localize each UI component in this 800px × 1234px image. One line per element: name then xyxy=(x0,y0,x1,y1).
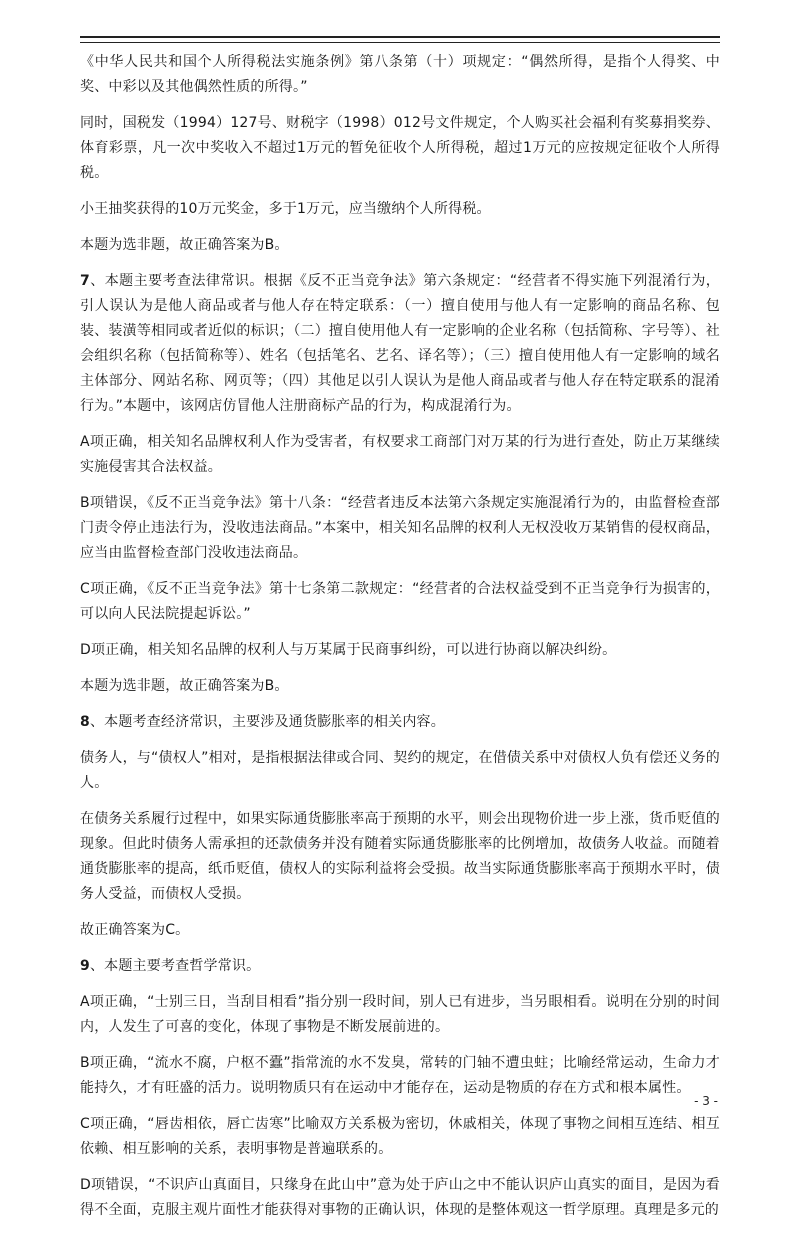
paragraph-text: D项正确，相关知名品牌的权利人与万某属于民商事纠纷，可以进行协商以解决纠纷。 xyxy=(80,642,617,658)
paragraph-text: 、本题主要考查哲学常识。 xyxy=(89,958,261,974)
paragraph-text: 同时，国税发（1994）127号、财税字（1998）012号文件规定，个人购买社会福利有奖募捐奖券、体育彩票，凡一次中奖收入不超过1万元的暂免征收个人所得税，超过1万元的应按规定征收个人所得税。 xyxy=(80,115,720,181)
question-number: 9 xyxy=(80,958,90,974)
paragraph xyxy=(80,577,720,627)
paragraph xyxy=(80,918,720,943)
paragraph-text: 、本题考查经济常识，主要涉及通货膨胀率的相关内容。 xyxy=(89,714,445,730)
paragraph-text: B项正确，“流水不腐，户枢不蠹”指常流的水不发臭，常转的门轴不遭虫蛀；比喻经常运动，生命力才能持久，才有旺盛的活力。说明物质只有在运动中才能存在，运动是物质的存在方式和根本属性。 xyxy=(80,1055,720,1096)
paragraph xyxy=(80,111,720,186)
question-paragraph xyxy=(80,710,720,735)
paragraph-text: A项正确，相关知名品牌权利人作为受害者，有权要求工商部门对万某的行为进行查处，防止万某继续实施侵害其合法权益。 xyxy=(80,434,720,475)
paragraph xyxy=(80,807,720,907)
paragraph-text: 小王抽奖获得的10万元奖金，多于1万元，应当缴纳个人所得税。 xyxy=(80,201,491,217)
paragraph xyxy=(80,1173,720,1223)
paragraph-text: C项正确，《反不正当竞争法》第十七条第二款规定：“经营者的合法权益受到不正当竞争行为损害的，可以向人民法院提起诉讼。” xyxy=(80,581,720,622)
paragraph xyxy=(80,638,720,663)
paragraph-text: 在债务关系履行过程中，如果实际通货膨胀率高于预期的水平，则会出现物价进一步上涨，货币贬值的现象。但此时债务人需承担的还款债务并没有随着实际通货膨胀率的比例增加，故债务人收益。而随着通货膨胀率的提高，纸币贬值，债权人的实际利益将会受损。故当实际通货膨胀率高于预期水平时，债务人受益，而债权人受损。 xyxy=(80,811,720,902)
page-number: - 3 - xyxy=(694,1094,718,1108)
paragraph-text: 、本题主要考查法律常识。根据《反不正当竞争法》第六条规定：“经营者不得实施下列混淆行为，引人误认为是他人商品或者与他人存在特定联系：（一）擅自使用与他人有一定影响的商品名称、包装、装潢等相同或者近似的标识；（二）擅自使用他人有一定影响的企业名称（包括简称、字号等）、社会组织名称（包括简称等）、姓名（包括笔名、艺名、译名等）；（三）擅自使用他人有一定影响的域名主体部分、网站名称、网页等；（四）其他足以引人误认为是他人商品或者与他人存在特定联系的混淆行为。”本题中，该网店仿冒他人注册商标产品的行为，构成混淆行为。 xyxy=(80,273,720,414)
paragraph-text: 本题为选非题，故正确答案为B。 xyxy=(80,678,289,694)
paragraph-text: 故正确答案为C。 xyxy=(80,922,190,938)
paragraph xyxy=(80,430,720,480)
paragraph xyxy=(80,674,720,699)
question-paragraph xyxy=(80,269,720,419)
question-paragraph xyxy=(80,954,720,979)
paragraph xyxy=(80,990,720,1040)
paragraph xyxy=(80,233,720,258)
paragraph-text: 《中华人民共和国个人所得税法实施条例》第八条第（十）项规定：“偶然所得，是指个人得奖、中奖、中彩以及其他偶然性质的所得。” xyxy=(80,54,720,95)
paragraph-text: 本题为选非题，故正确答案为B。 xyxy=(80,237,289,253)
paragraph xyxy=(80,746,720,796)
paragraph-text: C项正确，“唇齿相依，唇亡齿寒”比喻双方关系极为密切，休戚相关，体现了事物之间相互连结、相互依赖、相互影响的关系，表明事物是普遍联系的。 xyxy=(80,1116,720,1157)
header-rule xyxy=(80,36,720,43)
paragraph xyxy=(80,1051,720,1101)
paragraph xyxy=(80,197,720,222)
paragraph-text: A项正确，“士别三日，当刮目相看”指分别一段时间，别人已有进步，当另眼相看。说明在分别的时间内，人发生了可喜的变化，体现了事物是不断发展前进的。 xyxy=(80,994,720,1035)
paragraph-text: 债务人，与“债权人”相对，是指根据法律或合同、契约的规定，在借债关系中对债权人负有偿还义务的人。 xyxy=(80,750,720,791)
document-body xyxy=(80,50,720,1234)
question-number: 7 xyxy=(80,273,90,289)
paragraph xyxy=(80,1112,720,1162)
question-number: 8 xyxy=(80,714,90,730)
paragraph-text: D项错误，“不识庐山真面目，只缘身在此山中”意为处于庐山之中不能认识庐山真实的面目，是因为看得不全面，克服主观片面性才能获得对事物的正确认识，体现的是整体观这一哲学原理。真理是多元的 xyxy=(80,1177,720,1218)
paragraph-text: B项错误，《反不正当竞争法》第十八条：“经营者违反本法第六条规定实施混淆行为的，由监督检查部门责令停止违法行为，没收违法商品。”本案中，相关知名品牌的权利人无权没收万某销售的侵权商品，应当由监督检查部门没收违法商品。 xyxy=(80,495,720,561)
paragraph xyxy=(80,491,720,566)
paragraph xyxy=(80,50,720,100)
